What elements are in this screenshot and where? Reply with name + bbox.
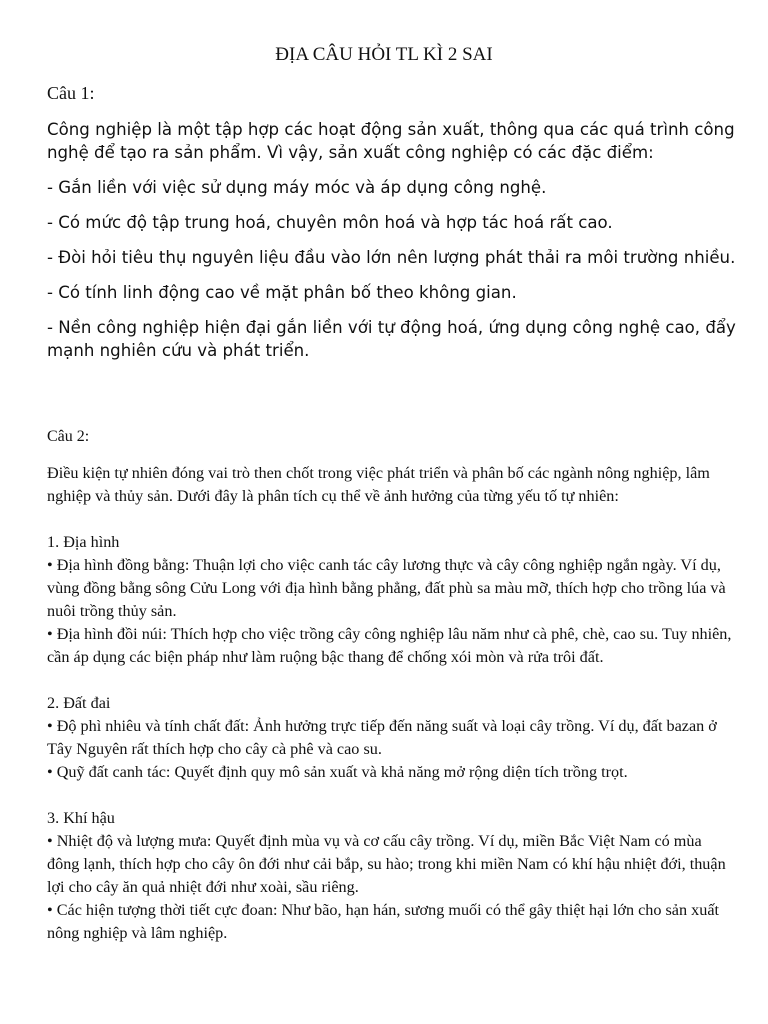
question-2-answer [47, 462, 737, 945]
section-bullet: • Quỹ đất canh tác: Quyết định quy mô sản xuất và khả năng mở rộng diện tích trồng trọt. [47, 763, 628, 781]
q1-paragraph: Công nghiệp là một tập hợp các hoạt động sản xuất, thông qua các quá trình công nghệ để tạo ra sản phẩm. Vì vậy, sản xuất công nghiệp có các đặc điểm: [47, 120, 735, 162]
q1-paragraph: - Nền công nghiệp hiện đại gắn liền với tự động hoá, ứng dụng công nghệ cao, đẩy mạnh nghiên cứu và phát triển. [47, 318, 736, 360]
section-heading: 1. Địa hình [47, 533, 120, 551]
section-bullet: • Các hiện tượng thời tiết cực đoan: Như bão, hạn hán, sương muối có thể gây thiệt hại lớn cho sản xuất nông nghiệp và lâm nghiệp. [47, 901, 719, 942]
section-bullet: • Địa hình đồng bằng: Thuận lợi cho việc canh tác cây lương thực và cây công nghiệp ngắn ngày. Ví dụ, vùng đồng bằng sông Cửu Long với địa hình bằng phẳng, đất phù sa màu mỡ, thích hợp cho trồng lúa và nuôi trồng thủy sản. [47, 556, 726, 620]
section-heading: 2. Đất đai [47, 694, 111, 712]
q1-paragraph: - Có mức độ tập trung hoá, chuyên môn hoá và hợp tác hoá rất cao. [47, 213, 613, 232]
q2-intro: Điều kiện tự nhiên đóng vai trò then chốt trong việc phát triển và phân bố các ngành nông nghiệp, lâm nghiệp và thủy sản. Dưới đây là phân tích cụ thể về ảnh hưởng của từng yếu tố tự nhiên: [47, 464, 710, 505]
q1-paragraph: - Gắn liền với việc sử dụng máy móc và áp dụng công nghệ. [47, 178, 547, 197]
question-2-label: Câu 2: [47, 428, 90, 445]
section-bullet: • Độ phì nhiêu và tính chất đất: Ảnh hưởng trực tiếp đến năng suất và loại cây trồng. Ví dụ, đất bazan ở Tây Nguyên rất thích hợp cho cây cà phê và cao su. [47, 717, 717, 758]
question-1-label: Câu 1: [47, 83, 95, 103]
document-title: ĐỊA CÂU HỎI TL KÌ 2 SAI [275, 44, 493, 65]
q1-paragraph: - Có tính linh động cao về mặt phân bố theo không gian. [47, 283, 517, 302]
section-heading: 3. Khí hậu [47, 809, 115, 827]
section-bullet: • Địa hình đồi núi: Thích hợp cho việc trồng cây công nghiệp lâu năm như cà phê, chè, cao su. Tuy nhiên, cần áp dụng các biện pháp như làm ruộng bậc thang để chống xói mòn và rửa trôi đất. [47, 625, 732, 666]
section-bullet: • Nhiệt độ và lượng mưa: Quyết định mùa vụ và cơ cấu cây trồng. Ví dụ, miền Bắc Việt Nam có mùa đông lạnh, thích hợp cho cây ôn đới như cải bắp, su hào; trong khi miền Nam có khí hậu nhiệt đới, thuận lợi cho cây ăn quả nhiệt đới như xoài, sầu riêng. [47, 832, 726, 896]
q1-paragraph: - Đòi hỏi tiêu thụ nguyên liệu đầu vào lớn nên lượng phát thải ra môi trường nhiều. [47, 248, 736, 267]
question-1-answer [47, 118, 737, 374]
